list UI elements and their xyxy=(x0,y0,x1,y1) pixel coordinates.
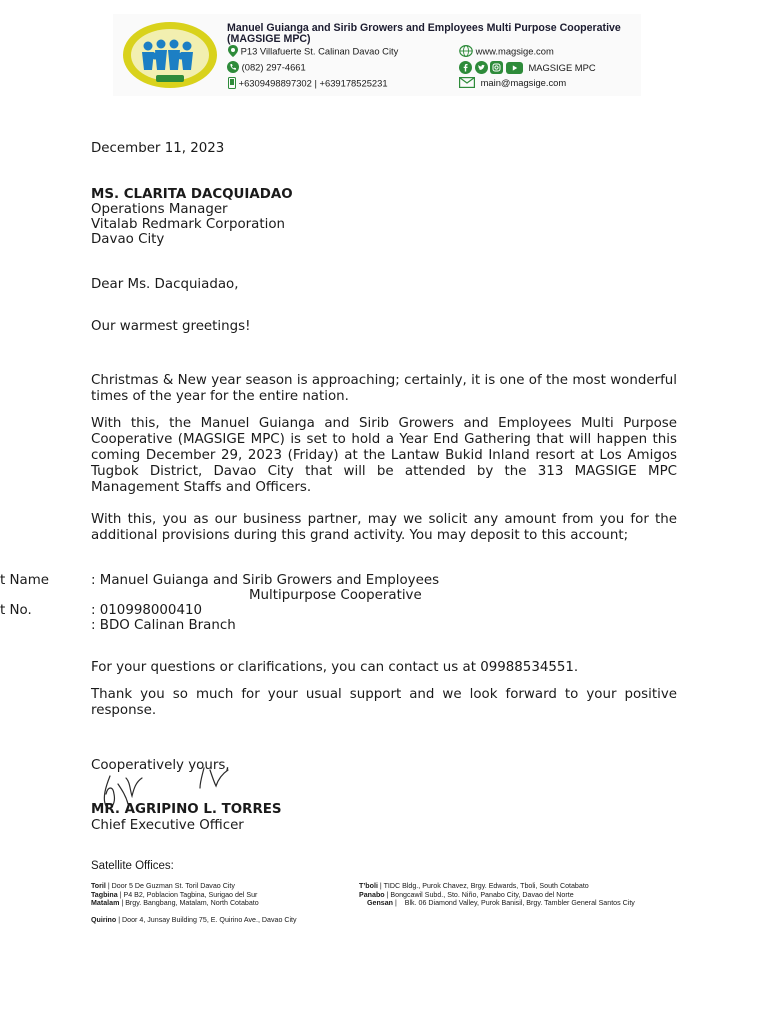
mobile-phone-icon xyxy=(228,77,236,91)
recipient-city: Davao City xyxy=(91,232,165,247)
youtube-icon xyxy=(506,62,523,76)
satellite-office-item: T’boli | TIDC Bldg., Purok Chavez, Brgy. Edwards, Tboli, South Cotabato xyxy=(359,882,589,890)
recipient-name: MS. CLARITA DACQUIADAO xyxy=(91,187,293,202)
address-text: P13 Villafuerte St. Calinan Davao City xyxy=(240,45,399,57)
thanks-paragraph: Thank you so much for your usual support and we look forward to your positive response. xyxy=(91,687,677,718)
account-bank: : BDO Calinan Branch xyxy=(91,618,236,633)
account-number-label: t No. xyxy=(0,603,32,618)
envelope-icon xyxy=(459,77,475,90)
website-line xyxy=(459,45,554,59)
account-name-line1: : Manuel Guianga and Sirib Growers and Employees xyxy=(91,573,440,588)
email-text: main@magsige.com xyxy=(480,77,567,88)
globe-icon xyxy=(459,45,473,59)
signatory-title: Chief Executive Officer xyxy=(91,818,244,833)
social-line xyxy=(459,61,596,76)
closing: Cooperatively yours, xyxy=(91,758,230,773)
cooperative-logo xyxy=(120,20,220,90)
salutation: Dear Ms. Dacquiadao, xyxy=(91,277,239,292)
satellite-office-item: Gensan | Blk. 06 Diamond Valley, Purok Banisil, Brgy. Tambler General Santos City xyxy=(367,899,635,907)
twitter-icon xyxy=(475,61,488,76)
body-paragraph-3: With this, you as our business partner, may we solicit any amount from you for the additional provisions during this grand activity. You may deposit to this account; xyxy=(91,512,677,543)
location-pin-icon xyxy=(228,45,238,59)
satellite-list-right xyxy=(359,882,679,908)
phone-line xyxy=(227,61,306,75)
satellite-office-item: Matalam | Brgy. Bangbang, Matalam, North Cotabato xyxy=(91,899,259,907)
signatory-name: MR. AGRIPINO L. TORRES xyxy=(91,802,282,817)
social-handle: MAGSIGE MPC xyxy=(528,61,596,73)
recipient-company: Vitalab Redmark Corporation xyxy=(91,217,286,232)
phone-text: (082) 297-4661 xyxy=(241,61,306,73)
satellite-office-item: Quirino | Door 4, Junsay Building 75, E. Quirino Ave., Davao City xyxy=(91,916,297,924)
facebook-icon xyxy=(459,61,472,76)
mobile-text: +6309498897302 | +639178525231 xyxy=(238,77,388,89)
phone-icon xyxy=(227,61,239,75)
account-number: : 010998000410 xyxy=(91,603,203,618)
org-name: Manuel Guianga and Sirib Growers and Employees Multi Purpose Cooperative (MAGSIGE MPC) xyxy=(227,22,621,45)
letter-date: December 11, 2023 xyxy=(91,141,225,156)
satellite-list-left xyxy=(91,882,353,925)
body-paragraph-2: With this, the Manuel Guianga and Sirib Growers and Employees Multi Purpose Cooperative (MAGSIGE MPC) is set to hold a Year End Gathering that will happen this coming December 29, 2023 (Friday) at the Lantaw Bukid Inland resort at Los Amigos Tugbok District, Davao City that will be attended by the 313 MAGSIGE MPC Management Staffs and Officers. xyxy=(91,416,677,495)
satellite-office-item: Tagbina | P4 B2, Poblacion Tagbina, Surigao del Sur xyxy=(91,890,258,899)
mobile-line xyxy=(228,77,388,91)
website-text: www.magsige.com xyxy=(475,45,554,57)
greeting: Our warmest greetings! xyxy=(91,319,251,334)
address-line xyxy=(228,45,398,59)
satellite-offices-title: Satellite Offices: xyxy=(91,860,174,872)
account-name-line2: Multipurpose Cooperative xyxy=(249,588,422,603)
body-paragraph-1: Christmas & New year season is approaching; certainly, it is one of the most wonderful times of the year for the entire nation. xyxy=(91,373,677,404)
contact-paragraph: For your questions or clarifications, you can contact us at 09988534551. xyxy=(91,660,579,675)
instagram-icon xyxy=(490,61,503,76)
recipient-title: Operations Manager xyxy=(91,202,228,217)
satellite-office-item: Toril | Door 5 De Guzman St. Toril Davao City xyxy=(91,882,235,890)
email-line xyxy=(459,77,566,90)
satellite-office-item: Panabo | Bongcawil Subd., Sto. Niño, Panabo City, Davao del Norte xyxy=(359,890,574,899)
account-name-label: t Name xyxy=(0,573,50,588)
